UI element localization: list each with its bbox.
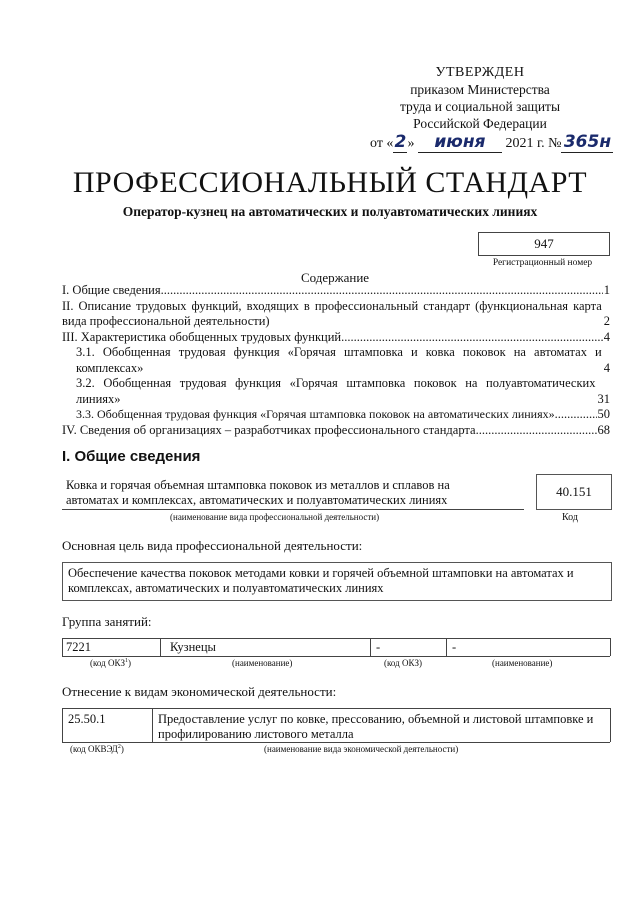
approval-line-3: труда и социальной защиты xyxy=(399,99,561,114)
page-title: ПРОФЕССИОНАЛЬНЫЙ СТАНДАРТ xyxy=(72,166,588,199)
activity-name-label: (наименование вида профессиональной деятельности) xyxy=(170,512,380,522)
toc-item-page: 68 xyxy=(597,422,610,437)
date-prefix: от « xyxy=(370,136,394,151)
activity-name: Ковка и горячая объемная штамповка поковок из металлов и сплавов на автоматах и комплексах, автоматических и полуавтоматических линиях xyxy=(66,478,450,507)
toc-item-text: 3.1. Обобщенная трудовая функция «Горячая штамповка и ковка поковок на автоматах и комплексах» xyxy=(76,345,602,375)
occupation-name-label: (наименование) xyxy=(232,658,293,668)
occupation-name-label-2: (наименование) xyxy=(492,658,553,668)
okz-code-label-2: (код ОКЗ) xyxy=(384,658,422,668)
approval-heading: УТВЕРЖДЕН xyxy=(435,65,525,80)
toc-item[interactable] xyxy=(62,423,610,439)
toc-item[interactable] xyxy=(62,299,610,330)
group-okz-code-2: - xyxy=(376,640,381,654)
okved-code: 25.50.1 xyxy=(68,712,106,726)
order-number: 365н xyxy=(561,132,613,153)
toc-item[interactable] xyxy=(62,407,610,423)
page-subtitle: Оператор-кузнец на автоматических и полуавтоматических линиях xyxy=(122,204,538,219)
goal-text-box: Обеспечение качества поковок методами ковки и горячей объемной штамповки на автоматах и комплексах, автоматических и полуавтоматических линиях xyxy=(62,562,612,601)
okz-code-label: (код ОКЗ$^1$) xyxy=(90,658,131,668)
toc-item[interactable] xyxy=(62,330,610,346)
code-label: Код xyxy=(562,512,578,523)
toc-item-text: II. Описание трудовых функций, входящих в профессиональный стандарт (функциональная карта вида профессиональной деятельности) xyxy=(62,298,602,328)
toc-item[interactable] xyxy=(62,283,610,299)
toc-item-page: 31 xyxy=(597,391,610,406)
okved-code-label: (код ОКВЭД$^2$) xyxy=(70,744,124,754)
approval-block xyxy=(360,64,600,132)
approval-line-2: приказом Министерства xyxy=(410,82,550,97)
date-mid: » xyxy=(407,136,415,151)
toc-item-text: III. Характеристика обобщенных трудовых функций xyxy=(62,329,342,344)
toc-item[interactable] xyxy=(62,345,610,376)
toc-item[interactable] xyxy=(62,376,610,407)
goal-label: Основная цель вида профессиональной деятельности: xyxy=(62,538,363,553)
toc-item-text: IV. Сведения об организациях – разработчиках профессионального стандарта xyxy=(62,422,476,437)
table-of-contents xyxy=(62,283,610,438)
toc-item-page: 2 xyxy=(603,314,610,328)
toc-item-page: 4 xyxy=(603,329,610,344)
group-name-2: - xyxy=(452,640,457,654)
econ-label: Отнесение к видам экономической деятельности: xyxy=(62,684,337,699)
group-okz-code-1: 7221 xyxy=(66,640,91,654)
registration-number-label: Регистрационный номер xyxy=(492,258,593,268)
toc-item-page: 50 xyxy=(597,407,610,421)
approval-date-line xyxy=(370,132,630,153)
toc-item-text: 3.3. Обобщенная трудовая функция «Горячая штамповка поковок на автоматических линиях» xyxy=(76,407,555,421)
group-label: Группа занятий: xyxy=(62,614,152,629)
section-heading: I. Общие сведения xyxy=(62,448,201,465)
toc-item-page: 1 xyxy=(603,283,610,297)
toc-item-text: I. Общие сведения xyxy=(62,283,161,297)
date-month: июня xyxy=(418,132,502,153)
toc-item-text: 3.2. Обобщенная трудовая функция «Горячая штамповка поковок на полуавтоматических линиях» xyxy=(76,376,596,406)
group-name-1: Кузнецы xyxy=(170,640,216,654)
registration-number-box: 947 xyxy=(478,232,610,256)
approval-line-4: Российской Федерации xyxy=(413,116,547,131)
date-year: 2021 г. № xyxy=(505,136,562,151)
okved-name-label: (наименование вида экономической деятельности) xyxy=(264,744,459,754)
activity-code-box: 40.151 xyxy=(536,474,612,510)
date-day: 2 xyxy=(394,132,407,152)
okved-name: Предоставление услуг по ковке, прессованию, объемной и листовой штамповке и профилированию листового металла xyxy=(158,712,594,741)
contents-heading: Содержание xyxy=(300,270,370,285)
toc-item-page: 4 xyxy=(603,360,610,375)
